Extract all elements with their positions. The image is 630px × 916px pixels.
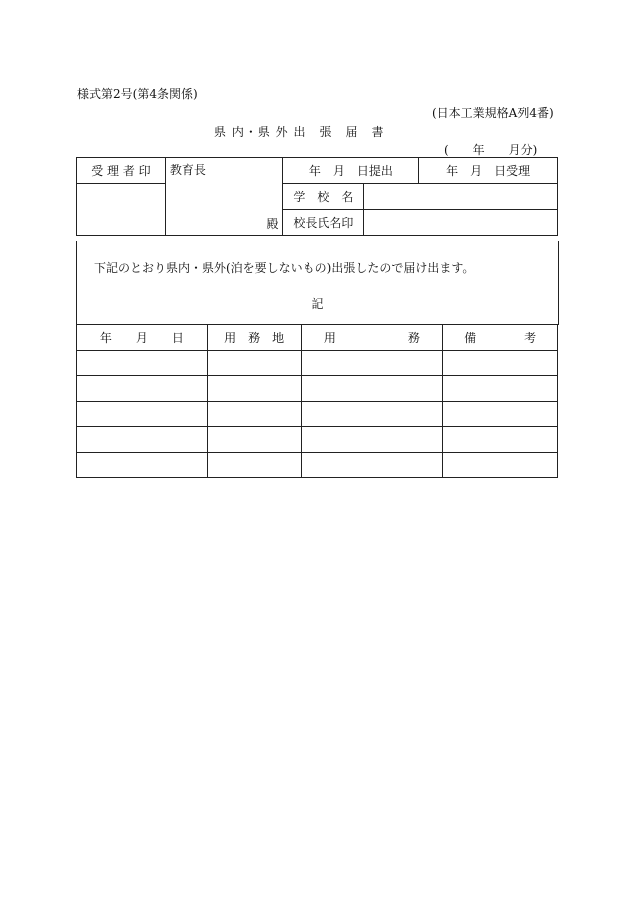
business-cell[interactable]	[301, 376, 443, 402]
destination-cell[interactable]	[207, 427, 301, 453]
remarks-cell[interactable]	[443, 401, 558, 427]
period-field: ( 年 月分)	[444, 143, 538, 157]
column-header-destination: 用 務 地	[207, 325, 301, 351]
principal-label: 校長氏名印	[283, 210, 364, 236]
addressee-cell	[165, 158, 283, 236]
submitted-date-field[interactable]: 年 月 日提出	[283, 158, 419, 184]
paper-standard: (日本工業規格A列4番)	[432, 106, 554, 120]
honorific: 殿	[266, 217, 279, 231]
table-row	[77, 452, 558, 478]
date-cell[interactable]	[77, 401, 208, 427]
principal-field[interactable]	[364, 210, 558, 236]
document-title: 県 内・県 外 出 張 届 書	[214, 125, 385, 139]
remarks-cell[interactable]	[443, 452, 558, 478]
column-header-remarks: 備 考	[443, 325, 558, 351]
trip-table	[76, 324, 558, 478]
destination-cell[interactable]	[207, 452, 301, 478]
table-row	[77, 401, 558, 427]
business-cell[interactable]	[301, 350, 443, 376]
ki-heading: 記	[311, 297, 324, 311]
notice-text: 下記のとおり県内・県外(泊を要しないもの)出張したので届け出ます。	[94, 261, 475, 275]
business-cell[interactable]	[301, 401, 443, 427]
remarks-cell[interactable]	[443, 376, 558, 402]
receiver-seal-box[interactable]	[77, 184, 166, 236]
business-cell[interactable]	[301, 427, 443, 453]
date-cell[interactable]	[77, 452, 208, 478]
received-date-field[interactable]: 年 月 日受理	[419, 158, 558, 184]
receiver-seal-label: 受 理 者 印	[77, 158, 166, 184]
receipt-table	[76, 157, 558, 236]
remarks-cell[interactable]	[443, 427, 558, 453]
date-cell[interactable]	[77, 350, 208, 376]
destination-cell[interactable]	[207, 376, 301, 402]
destination-cell[interactable]	[207, 401, 301, 427]
date-cell[interactable]	[77, 376, 208, 402]
table-row	[77, 350, 558, 376]
addressee: 教育長	[169, 163, 206, 177]
notice-box	[76, 241, 559, 325]
date-cell[interactable]	[77, 427, 208, 453]
remarks-cell[interactable]	[443, 350, 558, 376]
column-header-business: 用 務	[301, 325, 443, 351]
form-number: 様式第2号(第4条関係)	[77, 87, 198, 101]
table-row	[77, 427, 558, 453]
table-row	[77, 376, 558, 402]
school-name-label: 学 校 名	[283, 184, 364, 210]
column-header-date: 年 月 日	[77, 325, 208, 351]
school-name-field[interactable]	[364, 184, 558, 210]
business-cell[interactable]	[301, 452, 443, 478]
destination-cell[interactable]	[207, 350, 301, 376]
